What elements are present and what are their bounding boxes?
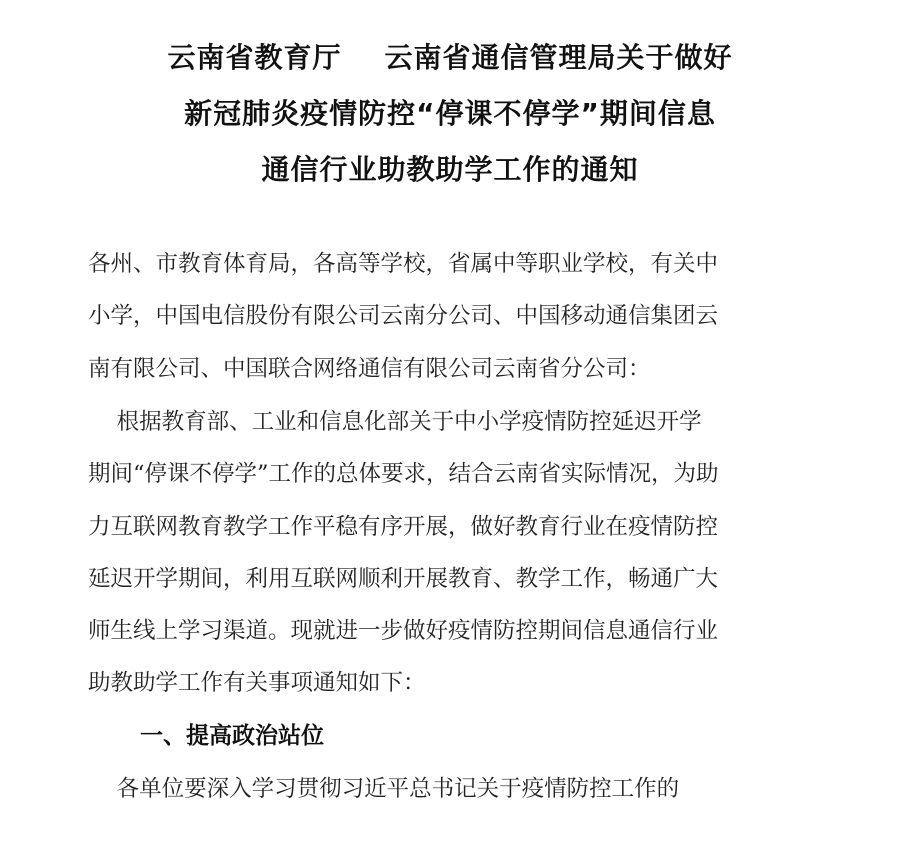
section-heading-1: 一、提高政治站位 xyxy=(140,723,324,749)
paragraph1-line-1: 根据教育部、工业和信息化部关于中小学疫情防控延迟开学 xyxy=(88,409,702,435)
document-title-line-1: 云南省教育厅 云南省通信管理局关于做好 xyxy=(167,41,733,74)
paragraph1-line-2: 期间“停课不停学”工作的总体要求，结合云南省实际情况，为助 xyxy=(88,461,719,487)
addressee-line-1: 各州、市教育体育局，各高等学校，省属中等职业学校，有关中 xyxy=(88,251,719,277)
addressee-line-3: 南有限公司、中国联合网络通信有限公司云南省分公司： xyxy=(88,356,651,382)
document-title-line-2: 新冠肺炎疫情防控“停课不停学”期间信息 xyxy=(184,97,716,130)
paragraph2-line-1: 各单位要深入学习贯彻习近平总书记关于疫情防控工作的 xyxy=(88,776,680,802)
addressee-line-2: 小学，中国电信股份有限公司云南分公司、中国移动通信集团云 xyxy=(88,303,719,329)
paragraph1-line-6: 助教助学工作有关事项通知如下： xyxy=(88,670,426,696)
paragraph1-line-5: 师生线上学习渠道。现就进一步做好疫情防控期间信息通信行业 xyxy=(88,618,719,644)
document-title-line-3: 通信行业助教助学工作的通知 xyxy=(261,153,639,186)
paragraph1-line-3: 力互联网教育教学工作平稳有序开展，做好教育行业在疫情防控 xyxy=(88,514,719,540)
paragraph1-line-4: 延迟开学期间，利用互联网顺利开展教育、教学工作，畅通广大 xyxy=(88,566,719,592)
